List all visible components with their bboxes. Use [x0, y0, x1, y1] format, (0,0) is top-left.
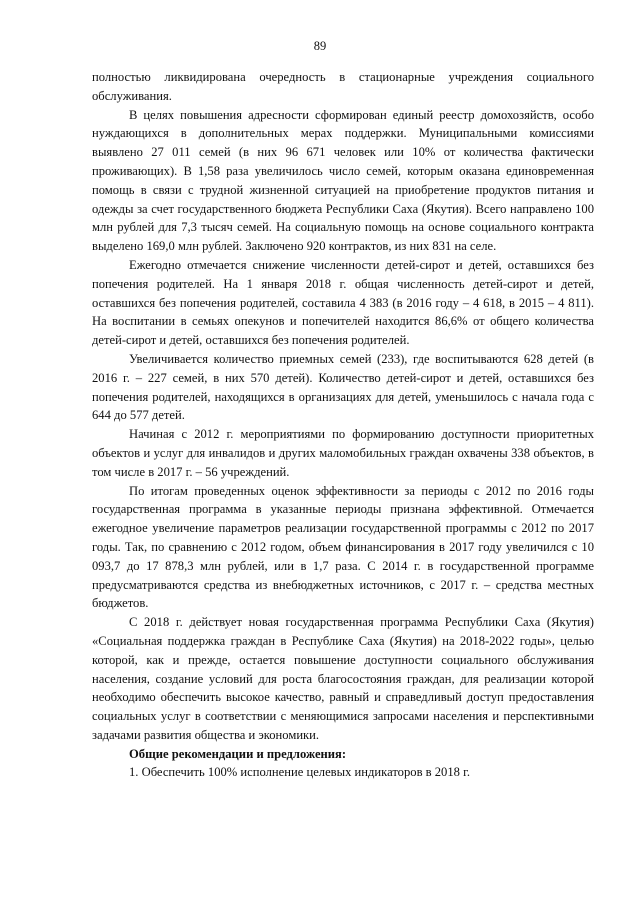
page-number: 89	[313, 39, 327, 53]
paragraph-foster-families: Увеличивается количество приемных семей (233), где воспитываются 628 детей (в 2016 г. – 227 семей, в них 570 детей). Количество детей-сирот и детей, оставшихся без попечения родителей, находящихся в организациях для детей, уменьшилось с начала года с 644 до 577 детей.	[92, 351, 594, 423]
paragraph-new-program: С 2018 г. действует новая государственная программа Республики Саха (Якутия) «Социальная поддержка граждан в Республике Саха (Якутия) на 2018-2022 годы», целью которой, как и прежде, остается повышение доступности социального обслуживания населения, создание условий для роста благосостояния граждан, для реализации которой необходимо обеспечить высокое качество, равный и справедливый доступ предоставления социальных услуг в соответствии с меняющимися запросами населения и перспективными задачами развития общества и экономики.	[92, 615, 594, 742]
recommendation-item-1: 1. Обеспечить 100% исполнение целевых индикаторов в 2018 г.	[129, 765, 470, 780]
paragraph-queue-eliminated: полностью ликвидирована очередность в стационарные учреждения социального обслуживания.	[92, 70, 594, 103]
paragraph-accessibility: Начиная с 2012 г. мероприятиями по формированию доступности приоритетных объектов и услуг для инвалидов и других маломобильных граждан охвачены 338 объектов, в том числе в 2017 г. – 56 учреждений.	[92, 427, 594, 479]
paragraph-orphans-decrease: Ежегодно отмечается снижение численности детей-сирот и детей, оставшихся без попечения родителей. На 1 января 2018 г. общая численность детей-сирот и детей, оставшихся без попечения родителей, составила 4 383 (в 2016 году – 4 618, в 2015 – 4 811). На воспитании в семьях опекунов и попечителей находится 86,6% от общего количества детей-сирот и детей, оставшихся без попечения родителей.	[92, 257, 594, 348]
recommendations-heading: Общие рекомендации и предложения:	[129, 746, 347, 761]
paragraph-program-efficiency: По итогам проведенных оценок эффективности за периоды с 2012 по 2016 годы государственная программа в указанные периоды признана эффективной. Отмечается ежегодное увеличение параметров реализации государственной программы с 2012 по 2017 годы. Так, по сравнению с 2012 годом, объем финансирования в 2017 году увеличился с 10 093,7 до 17 878,3 млн рублей, или в 1,7 раза. С 2014 г. в государственной программе предусматриваются средства из внебюджетных источников, с 2017 г. – средства местных бюджетов.	[92, 483, 594, 611]
paragraph-household-registry: В целях повышения адресности сформирован единый реестр домохозяйств, особо нуждающихся в дополнительных мерах поддержки. Муниципальными комиссиями выявлено 27 011 семей (в них 96 671 человек или 10% от количества фактически проживающих). В 1,58 раза увеличилось число семей, которым оказана единовременная помощь в связи с трудной жизненной ситуацией на приобретение продуктов питания и одежды за счет государственного бюджета Республики Саха (Якутия). Всего направлено 100 млн рублей для 7,3 тысяч семей. На социальную помощь на основе социального контракта выделено 169,0 млн рублей. Заключено 920 контрактов, из них 831 на селе.	[92, 107, 594, 254]
document-body	[92, 68, 594, 782]
